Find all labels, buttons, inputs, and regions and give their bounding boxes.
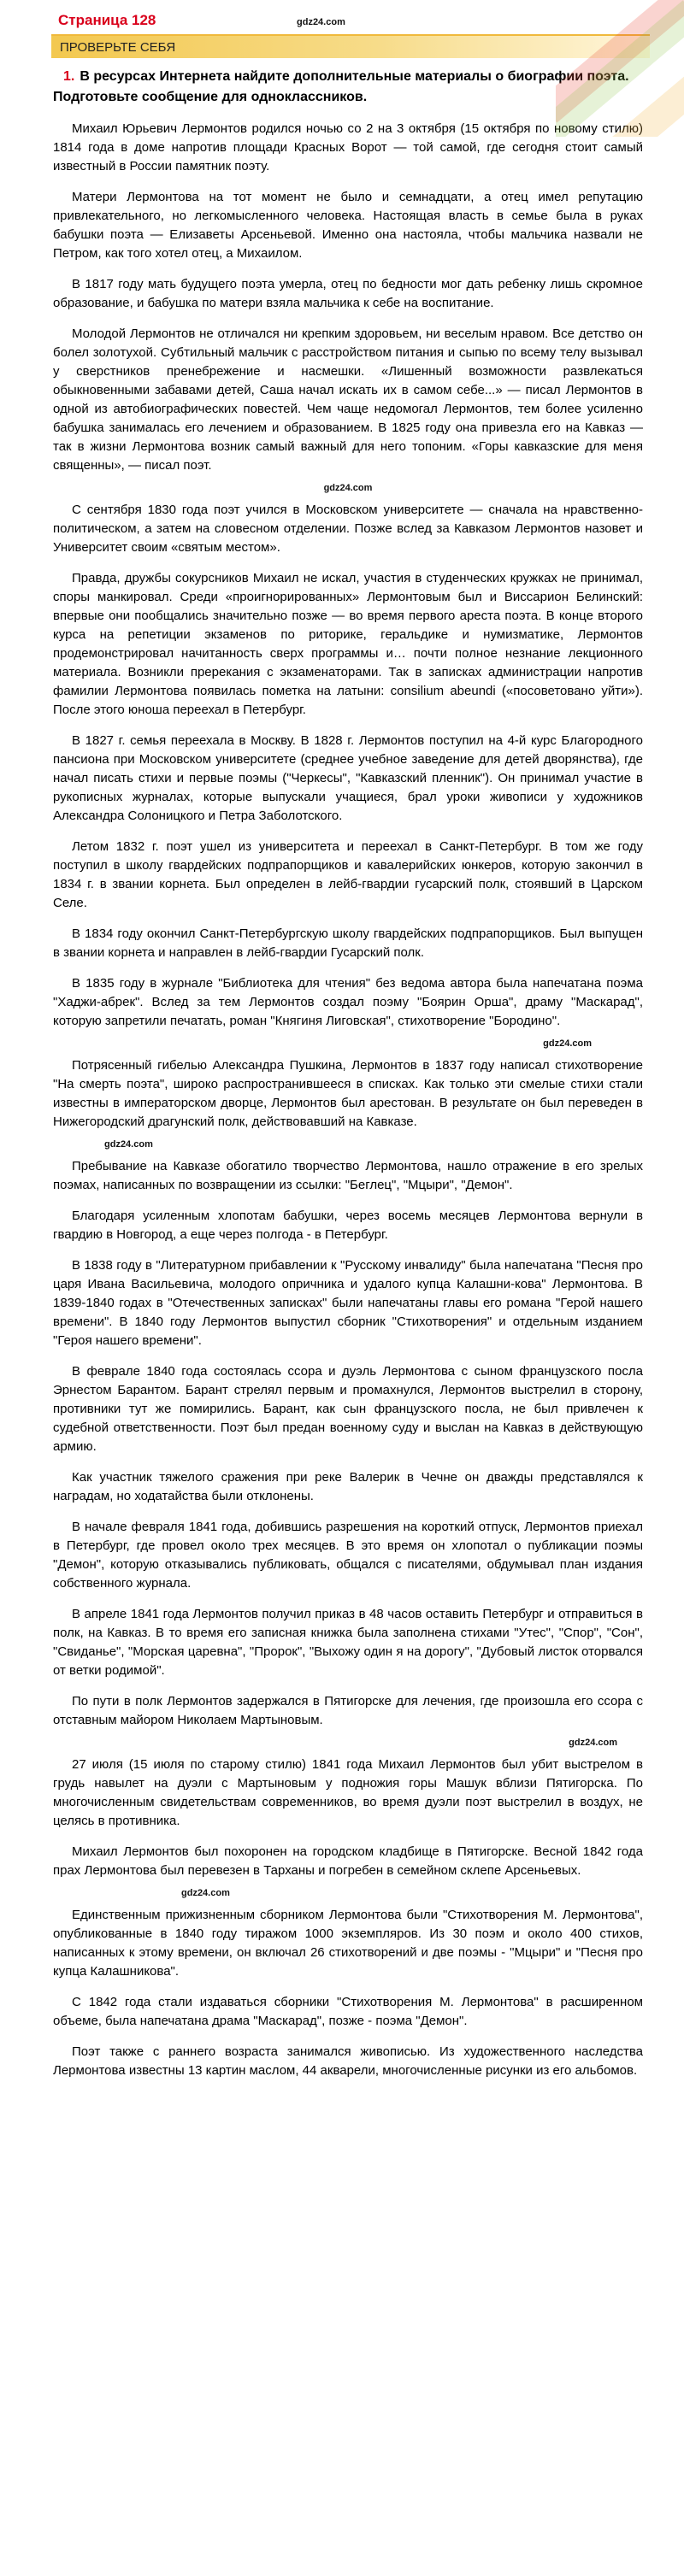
page-number: Страница 128	[58, 12, 156, 28]
site-watermark: gdz24.com	[543, 1038, 592, 1049]
site-watermark: gdz24.com	[569, 1738, 617, 1748]
paragraph: В 1827 г. семья переехала в Москву. В 1828 г. Лермонтов поступил на 4-й курс Благородного пансиона при Московском университете (среднее учебное заведение для детей дворянства), где начал писать стихи и первые поэмы ("Черкесы", "Кавказский пленник"). Он принимал участие в рукописных журналах, которые выпускали учащиеся, брал уроки живописи у художников Александра Солоницкого и Петра Заболотского.	[53, 733, 643, 823]
paragraph: В 1835 году в журнале "Библиотека для чтения" без ведома автора была напечатана поэма "Хаджи-абрек". Вслед за тем Лермонтов создал поэму "Боярин Орша", драму "Маскарад", которую запретили печатать, роман "Княгиня Лиговская", стихотворение "Бородино".	[53, 976, 643, 1028]
paragraph: В феврале 1840 года состоялась ссора и дуэль Лермонтова с сыном французского посла Эрнестом Барантом. Барант стрелял первым и промахнулся, Лермонтов выстрелил в сторону, противники тут же помирились. Барант, как сын французского посла, не был привлечен к судебной ответственности. Поэт был предан военному суду и выслан на Кавказ в действующую армию.	[53, 1364, 643, 1454]
task-prompt	[53, 67, 643, 108]
paragraph: Поэт также с раннего возраста занимался живописью. Из художественного наследства Лермонтова известны 13 картин маслом, 44 акварели, многочисленные рисунки из его альбомов.	[53, 2044, 643, 2078]
paragraph: В 1834 году окончил Санкт-Петербургскую школу гвардейских подпрапорщиков. Был выпущен в звании корнета и направлен в лейб-гвардии Гусарский полк.	[53, 926, 643, 960]
paragraph: В 1838 году в "Литературном прибавлении к "Русскому инвалиду" была напечатана "Песня про царя Ивана Васильевича, молодого опричника и удалого купца Калашни-кова" Лермонтова. В 1839-1840 годах в "Отечественных записках" были напечатаны главы его романа "Герой нашего времени". В 1840 году Лермонтов выпустил сборник "Стихотворения" и отдельным изданием "Героя нашего времени".	[53, 1258, 643, 1348]
paragraph: Благодаря усиленным хлопотам бабушки, через восемь месяцев Лермонтова вернули в гвардию в Новгород, а еще через полгода - в Петербург.	[53, 1209, 643, 1242]
paragraph: С 1842 года стали издаваться сборники "Стихотворения М. Лермонтова" в расширенном объеме, была напечатана драма "Маскарад", позже - поэма "Демон".	[53, 1995, 643, 2028]
task-number: 1.	[63, 69, 75, 84]
paragraph: 27 июля (15 июля по старому стилю) 1841 года Михаил Лермонтов был убит выстрелом в грудь навылет на дуэли с Мартыновым у подножия горы Машук вблизи Пятигорска. По многочисленным свидетельствам современников, во время дуэли поэт выстрелил в воздух, не целясь в противника.	[53, 1757, 643, 1828]
site-watermark: gdz24.com	[297, 17, 345, 27]
paragraph: Пребывание на Кавказе обогатило творчество Лермонтова, нашло отражение в его зрелых поэмах, написанных по возвращении из ссылки: "Беглец", "Мцыри", "Демон".	[53, 1159, 643, 1192]
site-watermark: gdz24.com	[181, 1888, 230, 1898]
paragraph: По пути в полк Лермонтов задержался в Пятигорске для лечения, где произошла его ссора с отставным майором Николаем Мартыновым.	[53, 1694, 643, 1727]
section-title: ПРОВЕРЬТЕ СЕБЯ	[60, 39, 176, 55]
task-text: В ресурсах Интернета найдите дополнительные материалы о биографии поэта. Подготовьте сообщение для одноклассников.	[53, 69, 629, 104]
paragraph: В апреле 1841 года Лермонтов получил приказ в 48 часов оставить Петербург и отправиться в полк, на Кавказ. В то время его записная книжка была заполнена стихами "Утес", "Спор", "Сон", "Свиданье", "Морская царевна", "Пророк", "Выхожу один я на дорогу", "Дубовый листок оторвался от ветки родимой".	[53, 1607, 643, 1678]
paragraph: Михаил Лермонтов был похоронен на городском кладбище в Пятигорске. Весной 1842 года прах Лермонтова был перевезен в Тарханы и погребен в семейном склепе Арсеньевых.	[53, 1844, 643, 1878]
paragraph: Матери Лермонтова на тот момент не было и семнадцати, а отец имел репутацию привлекательного, но легкомысленного человека. Настоящая власть в семье была в руках бабушки поэта — Елизаветы Арсеньевой. Именно она настояла, чтобы мальчика назвали не Петром, как того хотел отец, а Михаилом.	[53, 190, 643, 261]
paragraph: Как участник тяжелого сражения при реке Валерик в Чечне он дважды представлялся к наградам, но ходатайства были отклонены.	[53, 1470, 643, 1503]
paragraph: Единственным прижизненным сборником Лермонтова были "Стихотворения М. Лермонтова", опубликованные в 1840 году тиражом 1000 экземпляров. Из 30 поэм и около 400 стихов, написанных к этому времени, он включал 26 стихотворений и две поэмы - "Мцыри" и "Песня про купца Калашникова".	[53, 1908, 643, 1979]
paragraph: Михаил Юрьевич Лермонтов родился ночью со 2 на 3 октября (15 октября по новому стилю) 1814 года в доме напротив площади Красных Ворот — той самой, где сегодня стоит самый известный в России памятник поэту.	[53, 121, 643, 173]
paragraph: Молодой Лермонтов не отличался ни крепким здоровьем, ни веселым нравом. Все детство он болел золотухой. Субтильный мальчик с расстройством питания и сыпью по всему телу вызывал у сверстников пренебрежение и насмешки. «Лишенный возможности развлекаться обыкновенными забавами детей, Саша начал искать их в самом себе...» — писал Лермонтов в одной из автобиографических повестей. Чем чаще недомогал Лермонтов, тем более усиленно бабушка занималась его лечением и образованием. В 1825 году она привезла его на Кавказ — так в жизни Лермонтова возник самый важный для него топоним. «Горы кавказские для меня священны», — писал поэт.	[53, 326, 643, 473]
paragraph: В начале февраля 1841 года, добившись разрешения на короткий отпуск, Лермонтов приехал в Петербург, где провел около трех месяцев. В это время он хлопотал о публикации поэмы "Демон", которую отказывались публиковать, общался с писателями, обдумывал план издания собственного журнала.	[53, 1520, 643, 1591]
paragraph: Потрясенный гибелью Александра Пушкина, Лермонтов в 1837 году написал стихотворение "На смерть поэта", широко распространившееся в списках. Как только эти смелые стихи стали известны в императорском дворце, Лермонтов был арестован. В результате он был переведен в Нижегородский драгунский полк, действовавший на Кавказе.	[53, 1058, 643, 1129]
paragraph: Правда, дружбы сокурсников Михаил не искал, участия в студенческих кружках не принимал, споры манкировал. Среди «проигнорированных» Лермонтовым был и Виссарион Белинский: впервые они пообщались значительно позже — во время первого ареста поэта. В конце второго курса на репетиции экзаменов по риторике, геральдике и нумизматике, Лермонтов продемонстрировал начитанность сверх программы и… почти полное незнание лекционного материала. Возникли пререкания с экзаменаторами. Так в записках администрации напротив фамилии Лермонтова появилась пометка на латыни: consilium abeundi («посоветовано уйти»). После этого юноша переехал в Петербург.	[53, 571, 643, 717]
answer-content	[53, 67, 643, 2080]
paragraph: Летом 1832 г. поэт ушел из университета и переехал в Санкт-Петербург. В том же году поступил в школу гвардейских подпрапорщиков и кавалерийских юнкеров, которую закончил в 1834 г. в звании корнета. Был определен в лейб-гвардии гусарский полк, стоявший в Царском Селе.	[53, 839, 643, 910]
paragraph: В 1817 году мать будущего поэта умерла, отец по бедности мог дать ребенку лишь скромное образование, и бабушка по матери взяла мальчика к себе на воспитание.	[53, 277, 643, 310]
site-watermark: gdz24.com	[323, 483, 373, 493]
paragraph: С сентября 1830 года поэт учился в Московском университете — сначала на нравственно-политическом, а затем на словесном отделении. Позже вслед за Кавказом Лермонтов назовет и Университет своим «святым местом».	[53, 503, 643, 555]
page-header	[0, 0, 684, 34]
site-watermark: gdz24.com	[104, 1139, 153, 1150]
